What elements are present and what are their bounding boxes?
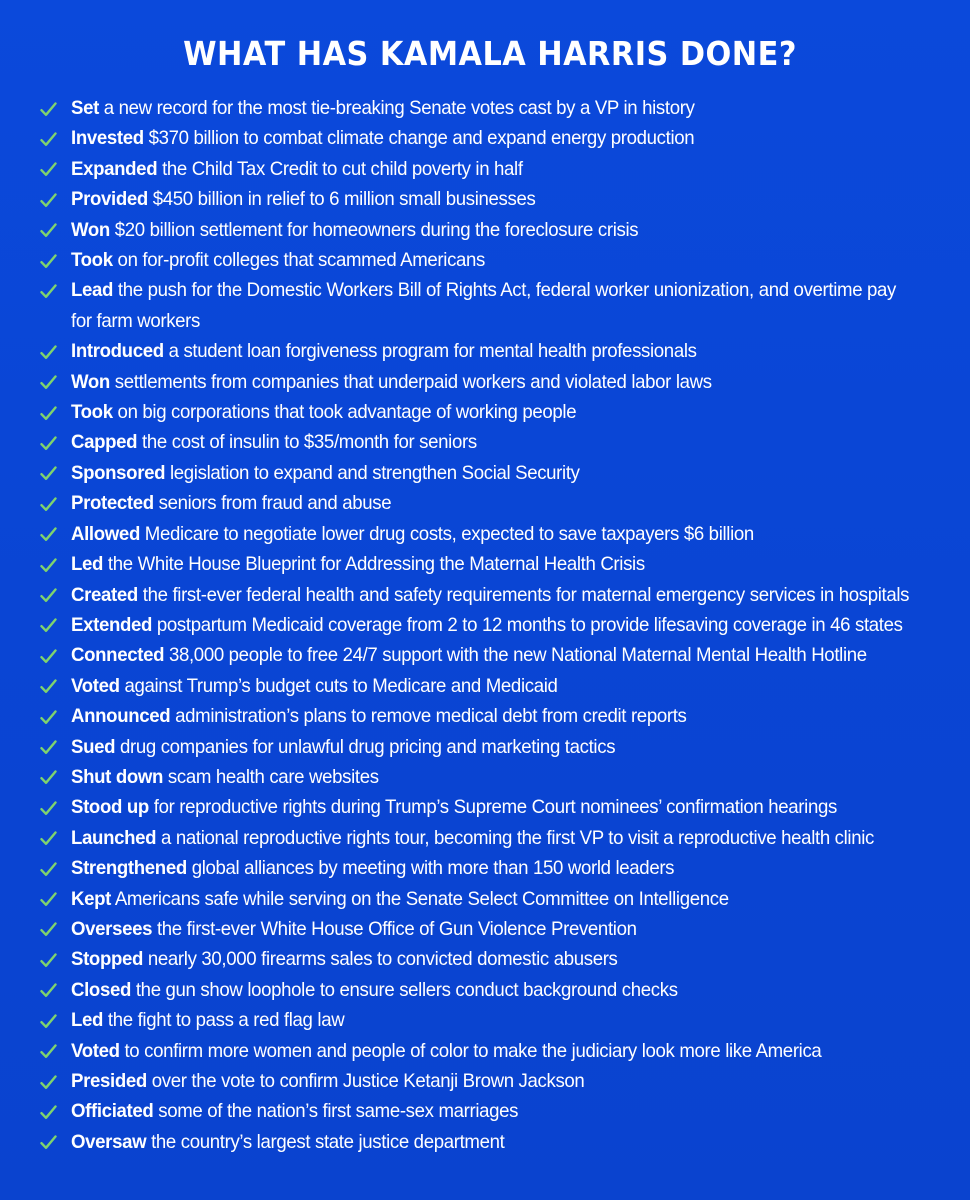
list-item: [40, 368, 940, 398]
check-icon: [40, 854, 62, 884]
list-item: [40, 945, 940, 975]
list-item-lead: Launched: [71, 827, 157, 849]
check-icon: [40, 155, 62, 185]
list-item-lead: Set: [71, 98, 99, 119]
list-item-lead: Won: [71, 371, 110, 393]
list-item-text: [71, 915, 914, 945]
check-icon: [40, 1067, 62, 1097]
list-item-text: [71, 611, 914, 641]
list-item-text: [71, 155, 914, 185]
list-item-lead: Introduced: [71, 341, 164, 363]
list-item: [40, 672, 940, 702]
list-item: [40, 459, 940, 489]
list-item-lead: Allowed: [71, 523, 140, 545]
check-icon: [40, 611, 62, 641]
check-icon: [40, 1097, 62, 1127]
list-item: [40, 276, 940, 337]
check-icon: [40, 459, 62, 489]
check-icon: [40, 185, 62, 215]
list-item: [40, 155, 940, 185]
list-item-text: [71, 945, 914, 975]
list-item-rest: some of the nation’s first same-sex marriages: [153, 1101, 519, 1123]
check-icon: [40, 793, 62, 823]
list-item: [40, 581, 940, 611]
list-item-lead: Oversaw: [71, 1131, 147, 1153]
list-item: [40, 976, 940, 1006]
list-item-text: [71, 216, 914, 246]
list-item-lead: Protected: [71, 493, 154, 515]
list-item-rest: $20 billion settlement for homeowners during the foreclosure crisis: [109, 219, 639, 241]
check-icon: [40, 337, 62, 367]
check-icon: [40, 885, 62, 915]
list-item-text: [71, 641, 914, 671]
list-item-text: [71, 185, 914, 215]
check-icon: [40, 945, 62, 975]
check-icon: [40, 398, 62, 428]
list-item-lead: Expanded: [71, 158, 158, 180]
list-item-text: [71, 398, 914, 428]
list-item-lead: Created: [71, 584, 138, 606]
list-item-text: [71, 1037, 914, 1067]
list-item-rest: seniors from fraud and abuse: [153, 493, 392, 515]
list-item-text: [71, 1128, 914, 1158]
list-item: [40, 702, 940, 732]
list-item-text: [71, 337, 914, 367]
list-item: [40, 124, 940, 154]
list-item-lead: Sued: [71, 736, 116, 758]
list-item: [40, 398, 940, 428]
list-item: [40, 885, 940, 915]
list-item-lead: Provided: [71, 189, 148, 211]
list-item-text: [71, 276, 914, 337]
check-icon: [40, 1037, 62, 1067]
list-item: [40, 733, 940, 763]
list-item-lead: Stood up: [71, 797, 149, 819]
list-item-lead: Oversees: [71, 918, 153, 940]
list-item-rest: administration’s plans to remove medical debt from credit reports: [170, 706, 687, 728]
list-item-rest: a national reproductive rights tour, becoming the first VP to visit a reproductive health clinic: [156, 827, 874, 849]
list-item-lead: Won: [71, 219, 110, 241]
list-item: [40, 793, 940, 823]
list-item: [40, 1037, 940, 1067]
list-item-lead: Led: [71, 554, 104, 576]
list-item-text: [71, 520, 914, 550]
check-icon: [40, 216, 62, 246]
list-item-lead: Kept: [71, 888, 112, 910]
list-item-text: [71, 94, 914, 124]
list-item-lead: Closed: [71, 979, 132, 1001]
list-item: [40, 763, 940, 793]
list-item-rest: the push for the Domestic Workers Bill of Rights Act, federal worker unionization, and overtime pay for farm workers: [71, 280, 897, 332]
list-item-text: [71, 246, 914, 276]
list-item-text: [71, 1097, 914, 1127]
list-item: [40, 520, 940, 550]
list-item-lead: Voted: [71, 675, 120, 697]
list-item-text: [71, 672, 914, 702]
list-item: [40, 824, 940, 854]
list-item-text: [71, 550, 914, 580]
list-item-text: [71, 581, 914, 611]
list-item-lead: Took: [71, 402, 113, 424]
list-item-text: [71, 976, 914, 1006]
check-icon: [40, 641, 62, 671]
list-item-rest: postpartum Medicaid coverage from 2 to 12 months to provide lifesaving coverage in 46 states: [152, 614, 903, 636]
check-icon: [40, 489, 62, 519]
list-item-text: [71, 124, 914, 154]
list-item-text: [71, 489, 914, 519]
list-item-lead: Led: [71, 1010, 104, 1032]
check-icon: [40, 581, 62, 611]
list-item-lead: Officiated: [71, 1101, 154, 1123]
list-item-rest: on big corporations that took advantage of working people: [112, 402, 577, 424]
list-item-rest: to confirm more women and people of color to make the judiciary look more like America: [119, 1040, 822, 1062]
list-item-lead: Connected: [71, 645, 165, 667]
list-item: [40, 94, 940, 124]
list-item-text: [71, 702, 914, 732]
list-item-rest: scam health care websites: [163, 766, 379, 788]
list-item-text: [71, 733, 914, 763]
list-item-lead: Sponsored: [71, 462, 166, 484]
list-item-text: [71, 1067, 914, 1097]
list-item-rest: $370 billion to combat climate change and expand energy production: [143, 128, 695, 150]
list-item: [40, 216, 940, 246]
list-item-rest: the first-ever federal health and safety requirements for maternal emergency services in hospitals: [137, 584, 910, 606]
list-item-lead: Presided: [71, 1071, 147, 1092]
list-item-rest: for reproductive rights during Trump’s Supreme Court nominees’ confirmation hearings: [148, 797, 837, 819]
list-item: [40, 1128, 940, 1158]
list-item-rest: $450 billion in relief to 6 million small businesses: [147, 189, 536, 211]
list-item: [40, 185, 940, 215]
check-icon: [40, 94, 62, 124]
list-item-rest: global alliances by meeting with more than 150 world leaders: [186, 858, 675, 880]
list-item-rest: the country’s largest state justice department: [146, 1131, 505, 1153]
list-item-rest: legislation to expand and strengthen Social Security: [165, 462, 580, 484]
list-item: [40, 1097, 940, 1127]
check-icon: [40, 1006, 62, 1036]
check-icon: [40, 550, 62, 580]
list-item-rest: nearly 30,000 firearms sales to convicted domestic abusers: [143, 949, 618, 971]
list-item-rest: Americans safe while serving on the Senate Select Committee on Intelligence: [111, 888, 729, 910]
list-item-lead: Took: [71, 250, 113, 272]
list-item: [40, 246, 940, 276]
list-item: [40, 854, 940, 884]
check-icon: [40, 672, 62, 702]
check-icon: [40, 520, 62, 550]
list-item: [40, 641, 940, 671]
list-item-rest: the gun show loophole to ensure sellers conduct background checks: [131, 979, 678, 1001]
list-item-rest: the first-ever White House Office of Gun Violence Prevention: [152, 918, 637, 940]
list-item-text: [71, 368, 914, 398]
list-item-lead: Invested: [71, 128, 144, 150]
check-icon: [40, 976, 62, 1006]
list-item-rest: the Child Tax Credit to cut child poverty in half: [157, 158, 523, 180]
check-icon: [40, 246, 62, 276]
list-item-lead: Capped: [71, 432, 138, 454]
check-icon: [40, 428, 62, 458]
list-item-text: [71, 459, 914, 489]
list-item-text: [71, 793, 914, 823]
achievement-list: [40, 94, 940, 1158]
check-icon: [40, 368, 62, 398]
check-icon: [40, 124, 62, 154]
list-item-lead: Shut down: [71, 766, 164, 788]
list-item-text: [71, 1006, 914, 1036]
list-item: [40, 1006, 940, 1036]
list-item: [40, 1067, 940, 1097]
list-item-rest: on for-profit colleges that scammed Americans: [112, 250, 486, 272]
list-item: [40, 550, 940, 580]
list-item-rest: over the vote to confirm Justice Ketanji Brown Jackson: [146, 1071, 585, 1092]
check-icon: [40, 702, 62, 732]
page-title: WHAT HAS KAMALA HARRIS DONE?: [183, 34, 797, 73]
list-item-rest: settlements from companies that underpaid workers and violated labor laws: [109, 371, 712, 393]
list-item-rest: 38,000 people to free 24/7 support with the new National Maternal Mental Health Hotline: [164, 645, 867, 667]
list-item-rest: the fight to pass a red flag law: [103, 1010, 345, 1032]
check-icon: [40, 915, 62, 945]
list-item-rest: against Trump’s budget cuts to Medicare and Medicaid: [119, 675, 558, 697]
check-icon: [40, 1128, 62, 1158]
list-item-rest: a new record for the most tie-breaking Senate votes cast by a VP in history: [98, 98, 695, 119]
check-icon: [40, 733, 62, 763]
list-item-text: [71, 824, 914, 854]
check-icon: [40, 824, 62, 854]
list-item-rest: a student loan forgiveness program for mental health professionals: [163, 341, 697, 363]
list-item-lead: Stopped: [71, 949, 144, 971]
list-item-text: [71, 763, 914, 793]
list-item-text: [71, 885, 914, 915]
list-item-rest: the White House Blueprint for Addressing the Maternal Health Crisis: [103, 554, 645, 576]
list-item-lead: Voted: [71, 1040, 120, 1062]
list-item: [40, 489, 940, 519]
list-item-lead: Extended: [71, 614, 153, 636]
list-item-text: [71, 428, 914, 458]
list-item-lead: Lead: [71, 280, 114, 302]
list-item-rest: drug companies for unlawful drug pricing and marketing tactics: [115, 736, 616, 758]
list-item: [40, 428, 940, 458]
list-item-rest: the cost of insulin to $35/month for seniors: [137, 432, 477, 454]
list-item-text: [71, 854, 914, 884]
list-item-lead: Announced: [71, 706, 171, 728]
check-icon: [40, 276, 62, 306]
list-item-lead: Strengthened: [71, 858, 187, 880]
check-icon: [40, 763, 62, 793]
list-item: [40, 915, 940, 945]
list-item: [40, 337, 940, 367]
list-item-rest: Medicare to negotiate lower drug costs, expected to save taxpayers $6 billion: [139, 523, 754, 545]
list-item: [40, 611, 940, 641]
